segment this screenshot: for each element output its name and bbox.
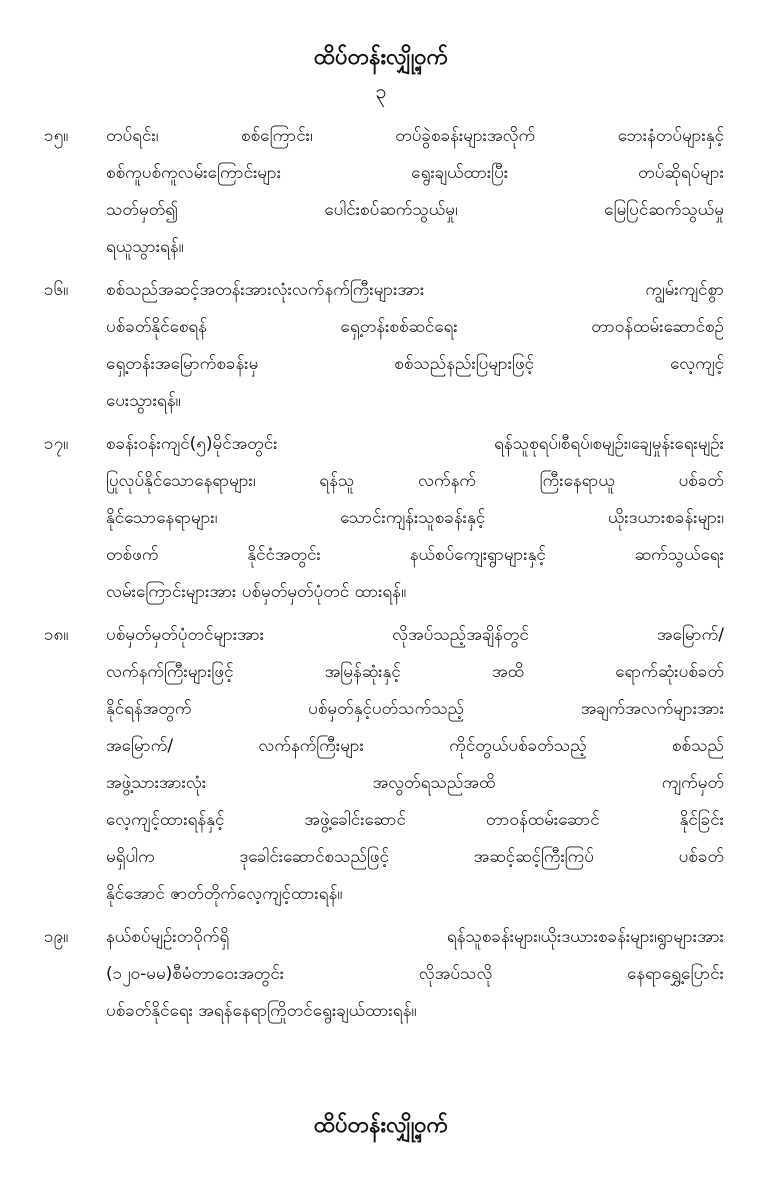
paragraph-body [106,426,724,611]
paragraph-line: စစ်သည်အဆင့်အတန်းအားလုံးလက်နက်ကြီးများအား ကျွမ်းကျင်စွာ [106,280,724,300]
paragraph-line: နိုင်အောင် ဇာတ်တိုက်လေ့ကျင့်ထားရန်။ [106,884,343,904]
paragraph-number: ၁၈။ [44,625,69,645]
paragraph-line: ရှေ့တန်းအမြောက်စခန်းမှ စစ်သည်နည်းပြများဖြင့် လေ့ကျင့် [106,354,724,374]
paragraph-line: သတ်မှတ်၍ ပေါင်းစပ်ဆက်သွယ်မှု၊ မြေပြင်ဆက်သွယ်မှု [106,200,724,220]
paragraph-line: ပေးသွားရန်။ [106,391,181,411]
paragraph-item [44,617,724,913]
paragraph-number: ၁၇။ [44,434,69,454]
numbered-paragraph-list [44,118,724,1036]
paragraph-line: နိုင်ရန်အတွက် ပစ်မှတ်နှင့်ပတ်သက်သည့် အချက်အလက်များအား [106,699,724,719]
paragraph-body [106,272,724,420]
paragraph-line: (၁၂၀-မမ)စီမံတာဝေးအတွင်း လိုအပ်သလို နေရာရွှေ့ပြောင်း [106,964,724,984]
paragraph-line: ပစ်မှတ်မှတ်ပုံတင်များအား လိုအပ်သည့်အချိန်တွင် အမြောက်/ [106,625,724,645]
paragraph-item [44,272,724,420]
paragraph-line: အမြောက်/ လက်နက်ကြီးများ ကိုင်တွယ်ပစ်ခတ်သည့် စစ်သည် [106,736,724,756]
paragraph-line: လက်နက်ကြီးများဖြင့် အမြန်ဆုံးနှင့် အထိ ရောက်ဆုံးပစ်ခတ် [106,662,724,682]
paragraph-line: တပ်ရင်း၊ စစ်ကြောင်း၊ တပ်ခွဲစခန်းများအလိုက် ဘေးနံတပ်များနှင့် [106,126,724,146]
classification-footer: ထိပ်တန်းလျှို့ဝှက် [313,1113,449,1138]
paragraph-line: ရယူသွားရန်။ [106,237,184,257]
paragraph-line: တစ်ဖက် နိုင်ငံအတွင်း နယ်စပ်ကျေးရွာများနှင့် ဆက်သွယ်ရေး [106,545,724,565]
paragraph-line: ပြုလုပ်နိုင်သောနေရာများ၊ ရန်သူ လက်နက် ကြီးနေရာယူ ပစ်ခတ် [106,471,724,491]
paragraph-number: ၁၆။ [44,280,69,300]
paragraph-line: အဖွဲ့သားအားလုံး အလွတ်ရသည်အထိ ကျက်မှတ် [106,773,724,793]
paragraph-line: စစ်ကူပစ်ကူလမ်းကြောင်းများ ရွေးချယ်ထားပြီး တပ်ဆိုရပ်များ [106,163,724,183]
paragraph-line: စခန်းဝန်းကျင်(၅)မိုင်အတွင်း ရန်သူစုရပ်၊စီရပ်၊စမျဉ်း၊ချေမှုန်းရေးမျဉ်း [106,434,724,454]
paragraph-line: ပစ်ခတ်နိုင်စေရန် ရှေ့တန်းစစ်ဆင်ရေး တာဝန်ထမ်းဆောင်စဉ် [106,317,724,337]
paragraph-line: ပစ်ခတ်နိုင်ရေး အရန်နေရာကြိုတင်ရွေးချယ်ထားရန်။ [106,1001,417,1021]
page-number: ၃ [375,79,387,103]
paragraph-item [44,118,724,266]
paragraph-body [106,118,724,266]
paragraph-line: နယ်စပ်မျဉ်းတဝိုက်ရှိ ရန်သူစခန်းများ၊ယိုးဒယားစခန်းများ၊ရွာများအား [106,927,724,947]
classification-header: ထိပ်တန်းလျှို့ဝှက် [313,45,449,70]
paragraph-line: လေ့ကျင့်ထားရန်နှင့် အဖွဲ့ခေါင်းဆောင် တာဝန်ထမ်းဆောင် နိုင်ခြင်း [106,810,724,830]
paragraph-line: မရှိပါက ဒုခေါင်းဆောင်စသည်ဖြင့် အဆင့်ဆင့်ကြီးကြပ် ပစ်ခတ် [106,847,724,867]
paragraph-body [106,617,724,913]
paragraph-number: ၁၅။ [44,126,69,146]
paragraph-line: လမ်းကြောင်းများအား ပစ်မှတ်မှတ်ပုံတင် ထားရန်။ [106,582,407,602]
paragraph-item [44,426,724,611]
paragraph-item [44,919,724,1030]
paragraph-line: နိုင်သောနေရာများ၊ သောင်းကျန်းသူစခန်းနှင့် ယိုးဒယားစခန်းများ၊ [106,508,724,528]
paragraph-number: ၁၉။ [44,927,69,947]
paragraph-body [106,919,724,1030]
